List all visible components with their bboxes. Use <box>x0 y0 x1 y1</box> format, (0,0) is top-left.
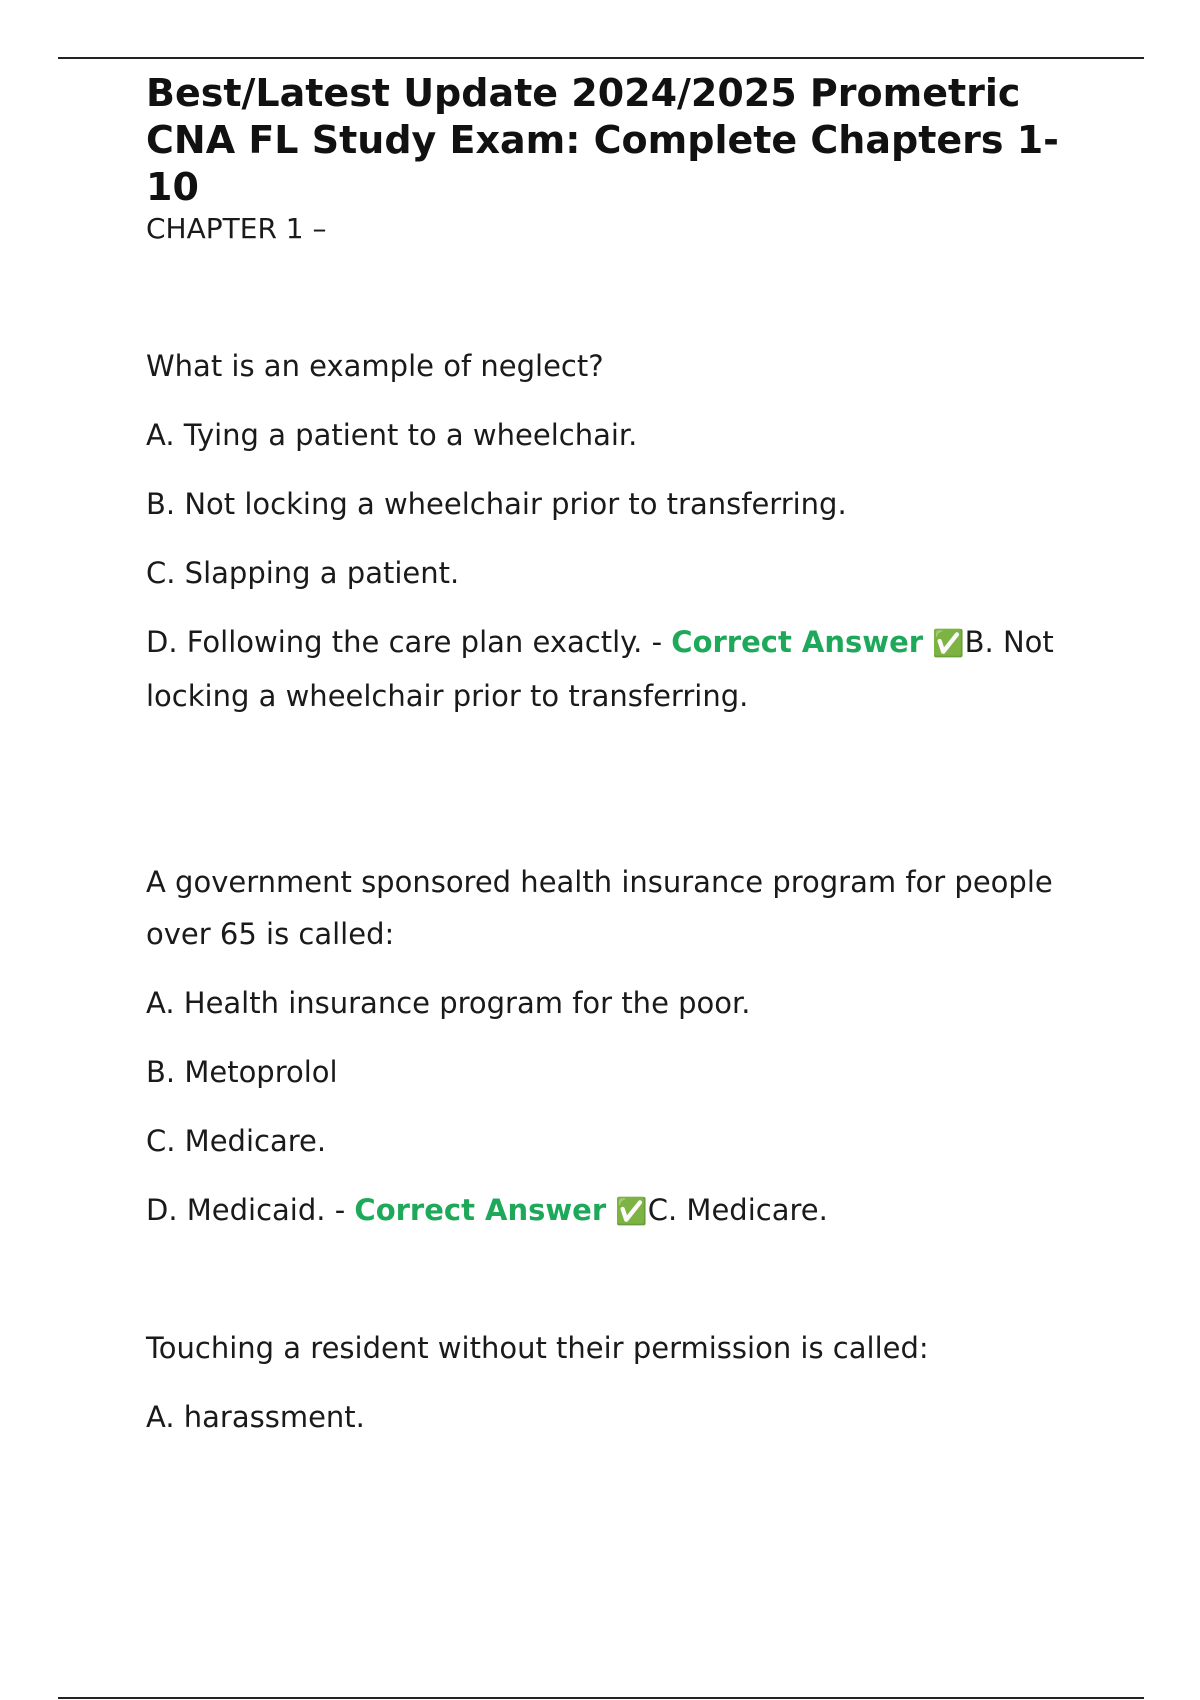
document-body <box>146 70 1106 1434</box>
question-1 <box>146 340 1106 722</box>
question-text: Touching a resident without their permission is called: <box>146 1331 929 1365</box>
check-icon: ✅ <box>615 1197 648 1227</box>
answer-text: B. Not locking a wheelchair prior to transferring. <box>146 625 1054 713</box>
option-a: A. harassment. <box>146 1400 365 1434</box>
option-a: A. Health insurance program for the poor. <box>146 986 751 1020</box>
option-c: C. Medicare. <box>146 1124 327 1158</box>
question-3 <box>146 1322 1106 1443</box>
option-b: B. Metoprolol <box>146 1055 338 1089</box>
correct-answer-label: Correct Answer <box>671 625 924 659</box>
top-rule <box>58 57 1144 59</box>
option-b: B. Not locking a wheelchair prior to transferring. <box>146 487 847 521</box>
question-text: What is an example of neglect? <box>146 349 604 383</box>
option-d-text: D. Following the care plan exactly. - <box>146 625 672 659</box>
check-icon: ✅ <box>932 629 965 659</box>
option-a: A. Tying a patient to a wheelchair. <box>146 418 638 452</box>
option-d-with-answer <box>146 1184 1106 1238</box>
answer-text: C. Medicare. <box>647 1193 828 1227</box>
chapter-heading: CHAPTER 1 – <box>146 212 327 245</box>
document-title: Best/Latest Update 2024/2025 Prometric CNA FL Study Exam: Complete Chapters 1-10 <box>146 71 1059 209</box>
question-2 <box>146 856 1106 1238</box>
option-c: C. Slapping a patient. <box>146 556 460 590</box>
option-d-text: D. Medicaid. - <box>146 1193 355 1227</box>
option-d-with-answer <box>146 616 1106 722</box>
question-text: A government sponsored health insurance program for people over 65 is called: <box>146 865 1053 951</box>
correct-answer-label: Correct Answer <box>354 1193 607 1227</box>
bottom-rule <box>58 1697 1144 1699</box>
